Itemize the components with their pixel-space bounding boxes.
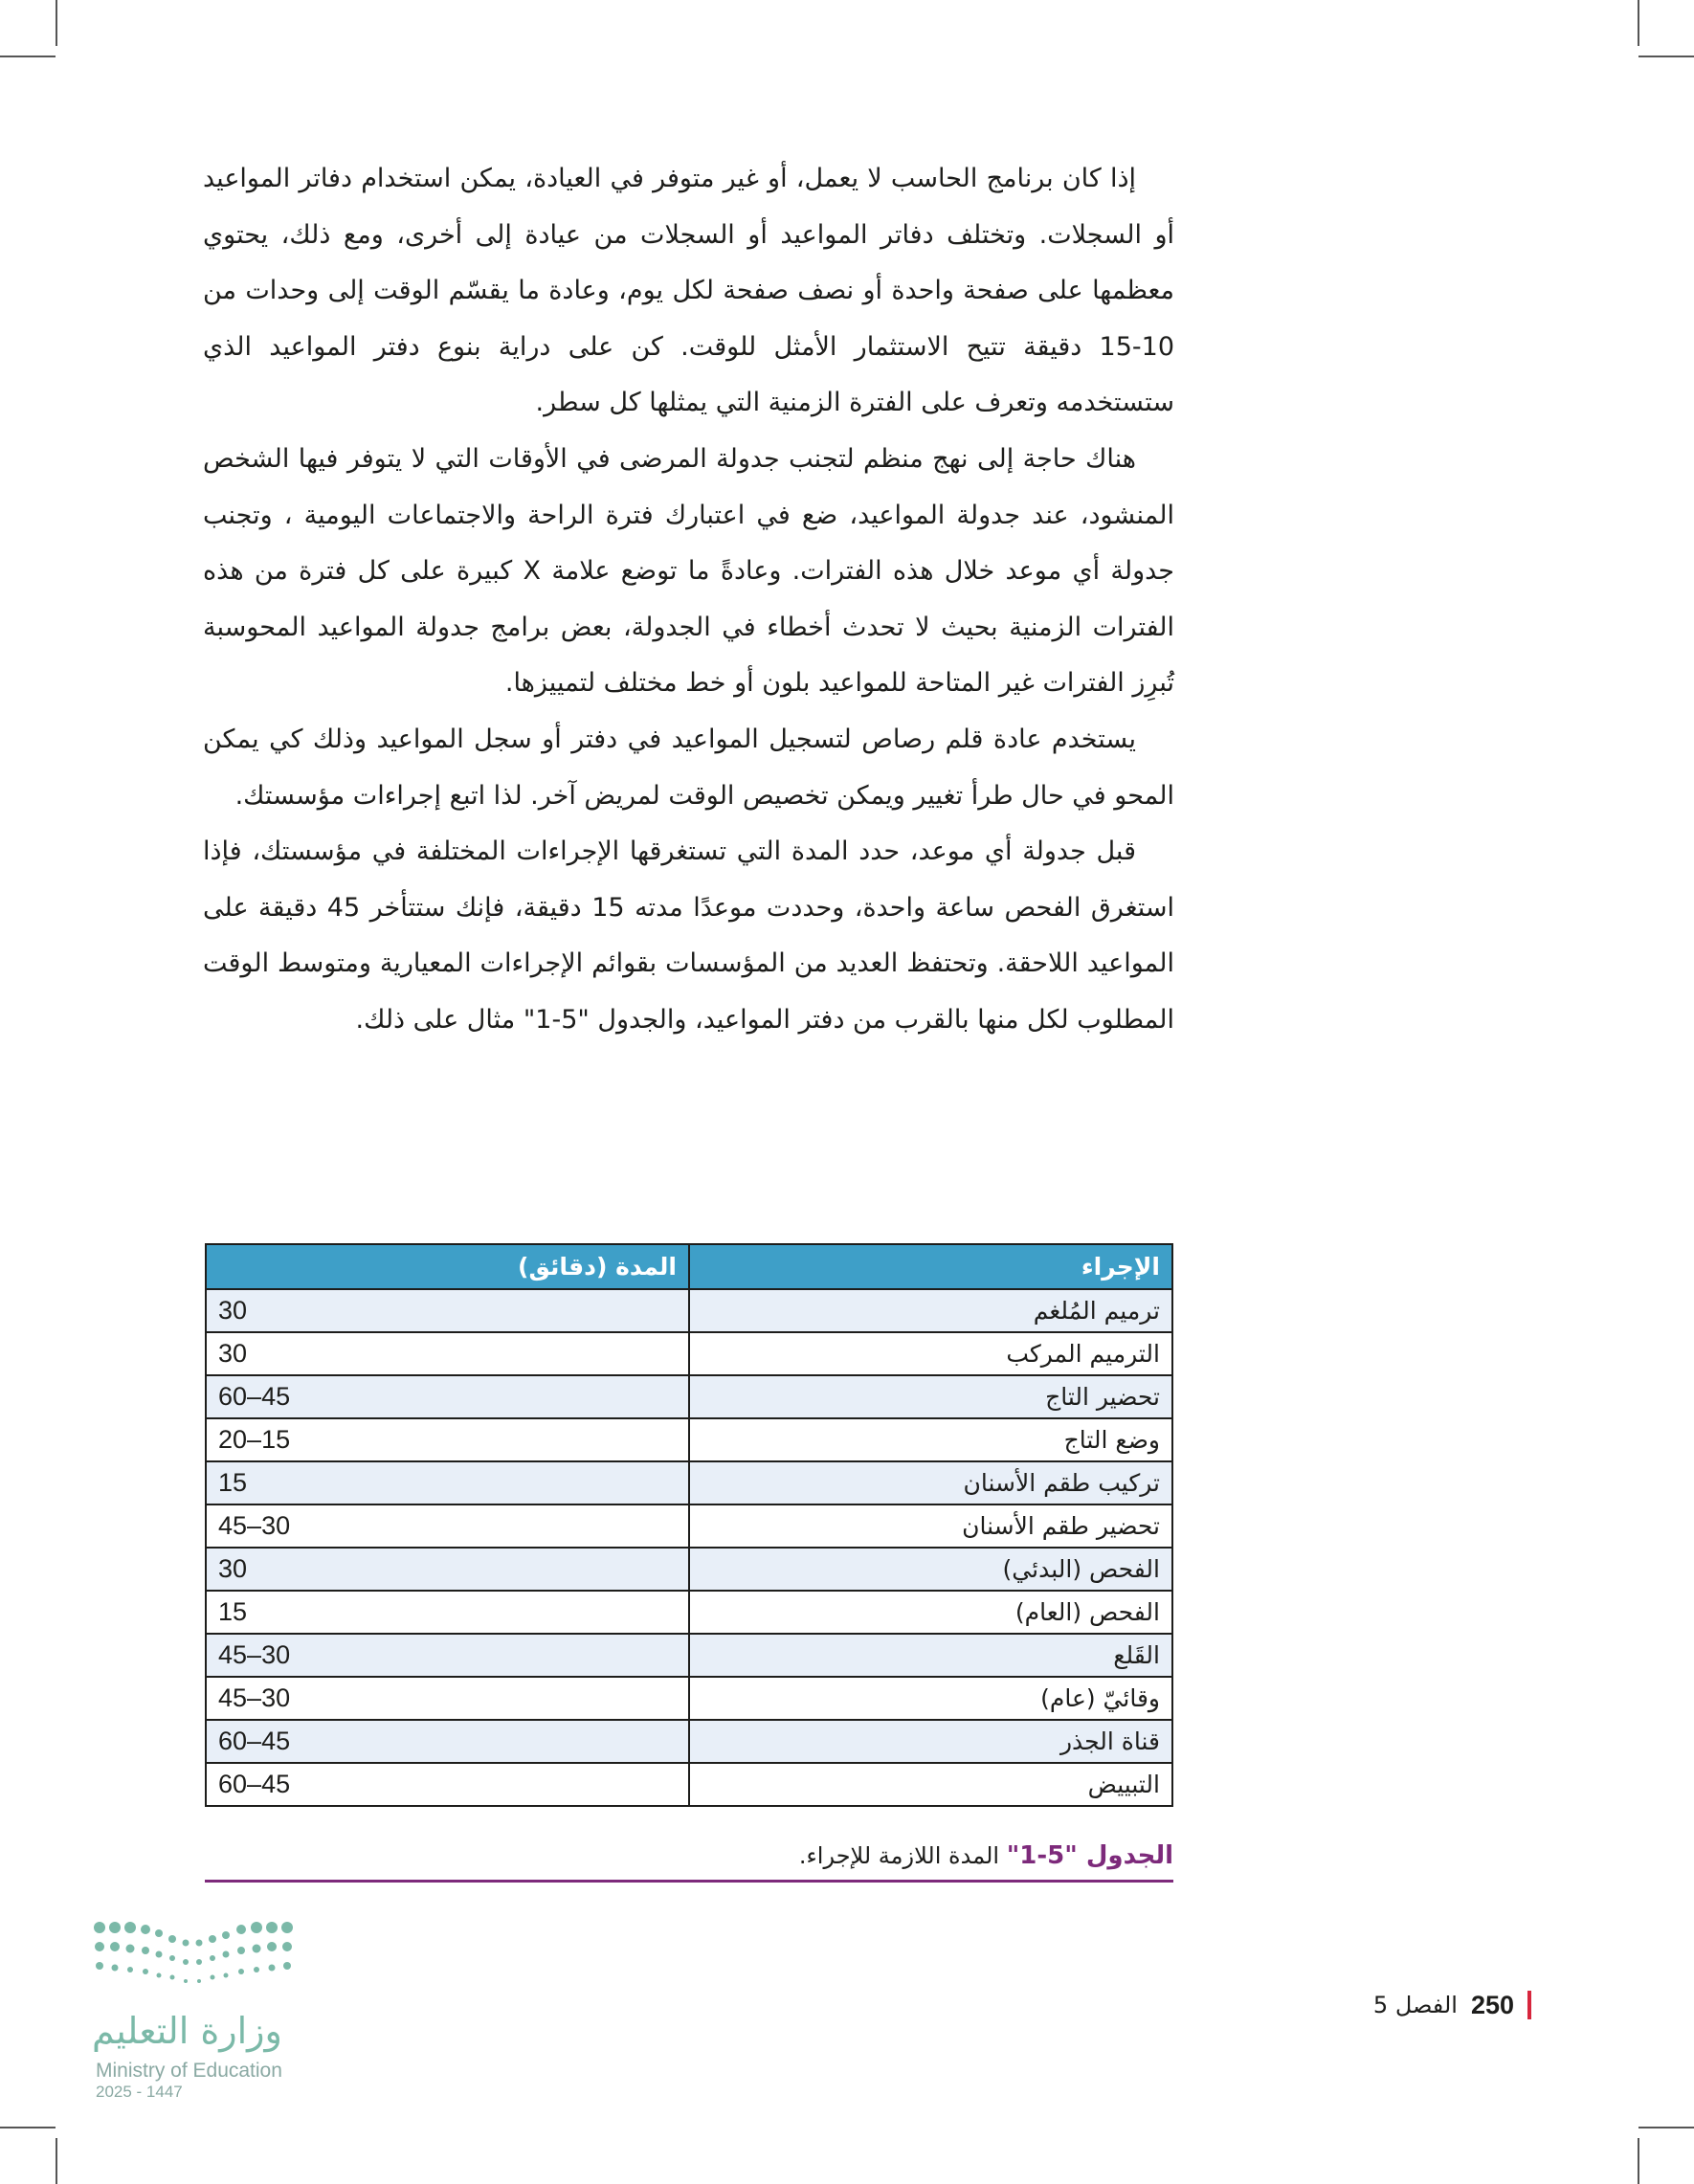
caption-label: الجدول "5-1" (1006, 1841, 1173, 1870)
duration-cell: 30–45 (206, 1634, 689, 1677)
crop-mark (1638, 2127, 1694, 2128)
duration-cell: 15–20 (206, 1418, 689, 1461)
procedure-cell: وضع التاج (689, 1418, 1172, 1461)
procedure-cell: القَلع (689, 1634, 1172, 1677)
procedure-cell: تحضير طقم الأسنان (689, 1504, 1172, 1548)
footer-divider (1527, 1991, 1531, 2019)
procedure-cell: ترميم المُلغم (689, 1289, 1172, 1332)
procedure-cell: الفحص (البدئي) (689, 1548, 1172, 1591)
crop-mark (0, 2127, 56, 2128)
procedure-cell: التبييض (689, 1763, 1172, 1806)
header-procedure: الإجراء (689, 1244, 1172, 1289)
table-caption (205, 1841, 1173, 1883)
logo-english-text: Ministry of Education (96, 2060, 282, 2082)
header-duration: المدة (دقائق) (206, 1244, 689, 1289)
paragraph: قبل جدولة أي موعد، حدد المدة التي تستغرقها الإجراءات المختلفة في مؤسستك، فإذا استغرق الفحص ساعة واحدة، وحددت موعدًا مدته 15 دقيقة، فإنك ستتأخر 45 دقيقة على المواعيد اللاحقة. وتحتفظ العديد من المؤسسات بقوائم الإجراءات المعيارية ومتوسط الوقت المطلوب لكل منها بالقرب من دفتر المواعيد، والجدول "5-1" مثال على ذلك. (203, 836, 1174, 1035)
table-row (206, 1677, 1172, 1720)
table-header-row (206, 1244, 1172, 1289)
table-row (206, 1289, 1172, 1332)
crop-mark (1638, 56, 1694, 57)
procedure-table-container (205, 1243, 1173, 1807)
duration-cell: 30–45 (206, 1504, 689, 1548)
procedure-cell: تحضير التاج (689, 1375, 1172, 1418)
logo-arabic-text: وزارة التعليم (92, 2010, 282, 2052)
ministry-logo (92, 1918, 312, 2109)
procedure-duration-table (205, 1243, 1173, 1807)
table-row (206, 1504, 1172, 1548)
procedure-cell: الترميم المركب (689, 1332, 1172, 1375)
paragraph: يستخدم عادة قلم رصاص لتسجيل المواعيد في دفتر أو سجل المواعيد وذلك كي يمكن المحو في حال طرأ تغيير ويمكن تخصيص الوقت لمريض آخر. لذا اتبع إجراءات مؤسستك. (203, 724, 1174, 811)
duration-cell: 30 (206, 1548, 689, 1591)
table-row (206, 1548, 1172, 1591)
crop-mark (56, 0, 57, 46)
table-row (206, 1332, 1172, 1375)
caption-text: المدة اللازمة للإجراء. (798, 1842, 1000, 1869)
paragraph: هناك حاجة إلى نهج منظم لتجنب جدولة المرضى في الأوقات التي لا يتوفر فيها الشخص المنشود، عند جدولة المواعيد، ضع في اعتبارك فترة الراحة والاجتماعات اليومية ، وتجنب جدولة أي موعد خلال هذه الفترات. وعادةً ما توضع علامة X كبيرة على كل فترة من هذه الفترات الزمنية بحيث لا تحدث أخطاء في الجدولة، بعض برامج جدولة المواعيد المحوسبة تُبرِز الفترات غير المتاحة للمواعيد بلون أو خط مختلف لتمييزها. (203, 443, 1174, 699)
procedure-cell: وقائيّ (عام) (689, 1677, 1172, 1720)
procedure-cell: قناة الجذر (689, 1720, 1172, 1763)
procedure-cell: الفحص (العام) (689, 1591, 1172, 1634)
crop-mark (1638, 2138, 1639, 2184)
crop-mark (0, 56, 56, 57)
procedure-cell: تركيب طقم الأسنان (689, 1461, 1172, 1504)
duration-cell: 45–60 (206, 1375, 689, 1418)
duration-cell: 30–45 (206, 1677, 689, 1720)
duration-cell: 45–60 (206, 1720, 689, 1763)
duration-cell: 15 (206, 1591, 689, 1634)
duration-cell: 30 (206, 1289, 689, 1332)
logo-year: 2025 - 1447 (96, 2083, 183, 2101)
table-row (206, 1418, 1172, 1461)
table-row (206, 1461, 1172, 1504)
page-number: 250 (1470, 1990, 1514, 2019)
duration-cell: 30 (206, 1332, 689, 1375)
duration-cell: 45–60 (206, 1763, 689, 1806)
logo-dots-icon (92, 1918, 302, 2004)
crop-mark (56, 2138, 57, 2184)
table-row (206, 1763, 1172, 1806)
body-text (203, 151, 1174, 1049)
chapter-label: الفصل 5 (1372, 1992, 1458, 2018)
crop-mark (1638, 0, 1639, 46)
duration-cell: 15 (206, 1461, 689, 1504)
page-footer (1321, 1986, 1531, 2024)
table-row (206, 1634, 1172, 1677)
table-row (206, 1591, 1172, 1634)
table-row (206, 1375, 1172, 1418)
paragraph: إذا كان برنامج الحاسب لا يعمل، أو غير متوفر في العيادة، يمكن استخدام دفاتر المواعيد أو السجلات. وتختلف دفاتر المواعيد أو السجلات من عيادة إلى أخرى، ومع ذلك، يحتوي معظمها على صفحة واحدة أو نصف صفحة لكل يوم، وعادة ما يقسّم الوقت إلى وحدات من 10-15 دقيقة تتيح الاستثمار الأمثل للوقت. كن على دراية بنوع دفتر المواعيد الذي ستستخدمه وتعرف على الفترة الزمنية التي يمثلها كل سطر. (203, 164, 1174, 418)
table-row (206, 1720, 1172, 1763)
